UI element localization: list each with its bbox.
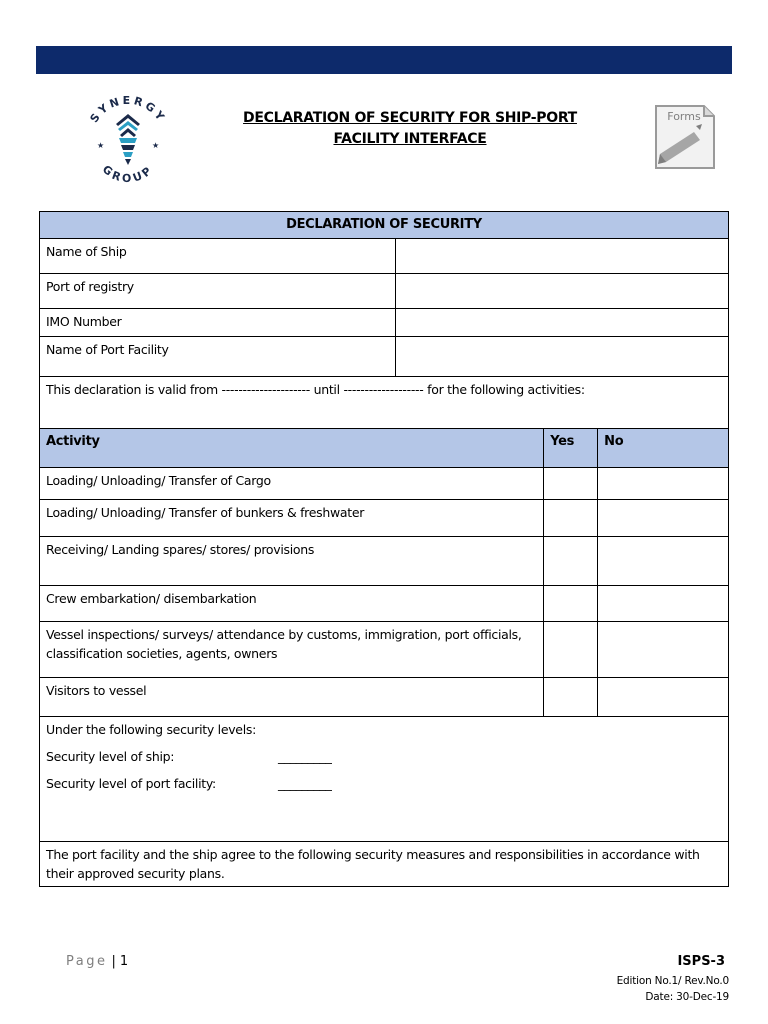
yes-cell[interactable] bbox=[544, 678, 598, 717]
field-label-port-facility: Name of Port Facility bbox=[40, 337, 396, 377]
table-row bbox=[40, 500, 729, 537]
page-label: Page bbox=[66, 954, 108, 969]
edition-info: Edition No.1/ Rev.No.0 bbox=[616, 975, 729, 987]
activity-label: Vessel inspections/ surveys/ attendance by customs, immigration, port officials, classification societies, agents, owners bbox=[40, 622, 544, 678]
ship-security-level-line bbox=[46, 747, 722, 774]
forms-icon-label: Forms bbox=[667, 110, 701, 123]
document-code: ISPS-3 bbox=[677, 954, 725, 969]
no-cell[interactable] bbox=[598, 586, 729, 622]
field-value-port-of-registry[interactable] bbox=[396, 274, 729, 309]
field-value-ship-name[interactable] bbox=[396, 239, 729, 274]
title-line-1: DECLARATION OF SECURITY FOR SHIP-PORT bbox=[243, 110, 577, 126]
validity-statement: This declaration is valid from --------------------- until ------------------- for the following activities: bbox=[40, 377, 729, 429]
table-row bbox=[40, 586, 729, 622]
yes-cell[interactable] bbox=[544, 586, 598, 622]
activity-column-header: Activity bbox=[40, 429, 544, 468]
yes-column-header: Yes bbox=[544, 429, 598, 468]
svg-text:★: ★ bbox=[152, 141, 160, 150]
table-row bbox=[40, 678, 729, 717]
security-levels-intro: Under the following security levels: bbox=[46, 722, 256, 737]
svg-text:★: ★ bbox=[97, 141, 105, 150]
yes-cell[interactable] bbox=[544, 500, 598, 537]
activity-label: Crew embarkation/ disembarkation bbox=[40, 586, 544, 622]
svg-text:SYNERGY bbox=[88, 94, 169, 125]
svg-text:GROUP bbox=[100, 163, 156, 185]
field-label-imo-number: IMO Number bbox=[40, 309, 396, 337]
forms-icon bbox=[650, 102, 720, 172]
page-footer bbox=[66, 954, 128, 969]
field-value-port-facility[interactable] bbox=[396, 337, 729, 377]
port-security-level-blank[interactable]: _________ bbox=[278, 776, 332, 791]
field-value-imo-number[interactable] bbox=[396, 309, 729, 337]
no-cell[interactable] bbox=[598, 622, 729, 678]
ship-security-level-label: Security level of ship: bbox=[46, 749, 175, 764]
yes-cell[interactable] bbox=[544, 622, 598, 678]
section-title: DECLARATION OF SECURITY bbox=[40, 212, 729, 239]
ship-security-level-blank[interactable]: _________ bbox=[278, 749, 332, 764]
field-label-ship-name: Name of Ship bbox=[40, 239, 396, 274]
logo-top-text: SYNERGY bbox=[87, 93, 169, 126]
no-cell[interactable] bbox=[598, 537, 729, 586]
header-bar bbox=[36, 46, 732, 74]
table-row bbox=[40, 537, 729, 586]
page-number: 1 bbox=[119, 954, 129, 969]
activity-label: Loading/ Unloading/ Transfer of bunkers & freshwater bbox=[40, 500, 544, 537]
activity-label: Loading/ Unloading/ Transfer of Cargo bbox=[40, 468, 544, 500]
logo-bottom-text: GROUP bbox=[99, 162, 157, 186]
activity-label: Receiving/ Landing spares/ stores/ provisions bbox=[40, 537, 544, 586]
declaration-form bbox=[39, 211, 729, 887]
table-row bbox=[40, 468, 729, 500]
yes-cell[interactable] bbox=[544, 468, 598, 500]
yes-cell[interactable] bbox=[544, 537, 598, 586]
no-column-header: No bbox=[598, 429, 729, 468]
title-line-2: FACILITY INTERFACE bbox=[333, 131, 487, 147]
activity-label: Visitors to vessel bbox=[40, 678, 544, 717]
no-cell[interactable] bbox=[598, 468, 729, 500]
table-row bbox=[40, 622, 729, 678]
page-separator: | bbox=[111, 954, 116, 969]
port-security-level-line bbox=[46, 774, 722, 801]
security-levels-section bbox=[40, 717, 729, 842]
document-date: Date: 30-Dec-19 bbox=[645, 991, 729, 1003]
no-cell[interactable] bbox=[598, 678, 729, 717]
agreement-statement: The port facility and the ship agree to the following security measures and responsibilities in accordance with their approved security plans. bbox=[40, 842, 729, 887]
port-security-level-label: Security level of port facility: bbox=[46, 776, 216, 791]
field-label-port-of-registry: Port of registry bbox=[40, 274, 396, 309]
no-cell[interactable] bbox=[598, 500, 729, 537]
document-title bbox=[160, 108, 660, 150]
